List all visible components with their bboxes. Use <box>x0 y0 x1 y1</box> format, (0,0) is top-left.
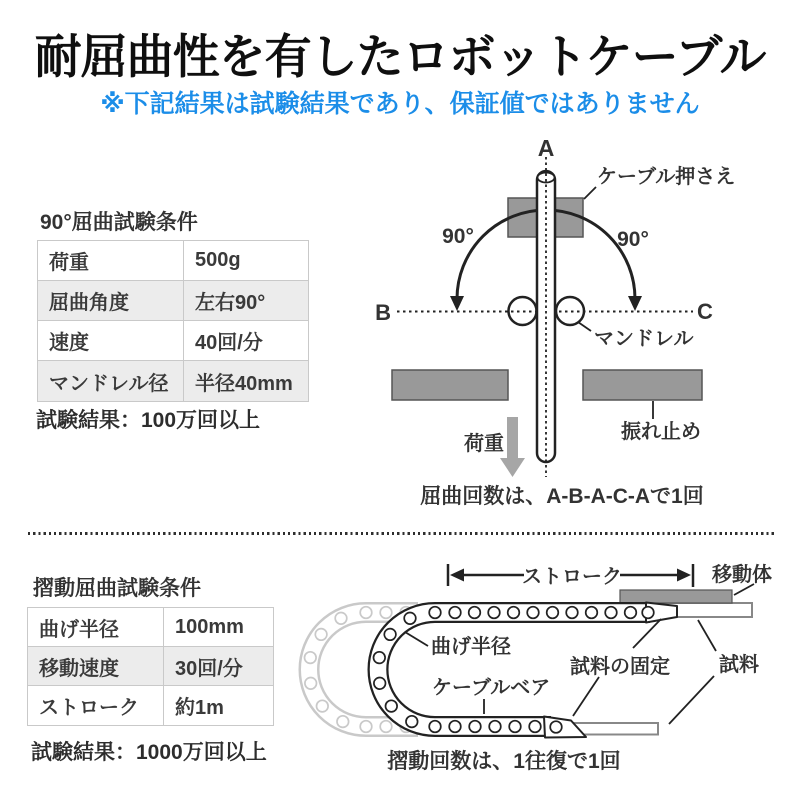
section-divider <box>28 532 776 535</box>
point-c-label: C <box>697 299 713 324</box>
moving-body-block <box>620 590 732 603</box>
table-row-label: 移動速度 <box>28 647 163 686</box>
stroke-arrowhead-left <box>450 569 464 582</box>
steady-rest-label: 振れ止め <box>621 421 701 443</box>
bend-test-result: 試験結果：100万回以上 <box>36 409 261 432</box>
table-row-value: 約1m <box>163 686 273 725</box>
table-row-value: 100mm <box>163 608 273 647</box>
bend-test-heading: 90°屈曲試験条件 <box>40 211 198 234</box>
table-row-label: 速度 <box>38 321 183 361</box>
point-a-label: A <box>537 135 555 161</box>
sliding-test-table <box>27 607 274 726</box>
sample-pointer-bottom <box>669 676 714 724</box>
sliding-test-diagram <box>288 553 800 778</box>
moving-body-label: 移動体 <box>712 564 772 586</box>
sample-fixing-label: 試料の固定 <box>570 656 670 678</box>
table-row-label: ストローク <box>39 697 139 719</box>
table-row-label: マンドレル径 <box>38 361 183 401</box>
sample-fixing-pointer-bottom <box>573 677 599 716</box>
stroke-label: ストローク <box>522 566 622 588</box>
bend-radius-pointer <box>405 632 428 646</box>
load-arrow-shaft <box>507 417 518 458</box>
table-row-value: 左右90° <box>183 281 308 321</box>
mandrel-label: マンドレル <box>594 328 694 350</box>
load-label: 荷重 <box>464 433 504 455</box>
table-row-label: 曲げ半径 <box>28 608 163 647</box>
angle-right-label: 90° <box>617 228 649 251</box>
bend-test-table <box>37 240 309 402</box>
page-title: 耐屈曲性を有したロボットケーブル <box>34 30 766 83</box>
sample-pointer-top <box>698 620 716 651</box>
table-row-value: 40回/分 <box>183 321 308 361</box>
cable-holder-label: ケーブル押さえ <box>597 166 736 188</box>
bend-test-diagram <box>375 130 795 515</box>
steady-rest-right <box>583 370 702 400</box>
sliding-count-caption: 摺動回数は、1往復で1回 <box>387 750 621 773</box>
steady-rest-left <box>392 370 508 400</box>
bend-count-caption: 屈曲回数は、A-B-A-C-Aで1回 <box>420 485 704 508</box>
cable-holder-pointer <box>584 187 596 199</box>
sliding-test-heading: 摺動屈曲試験条件 <box>33 577 201 600</box>
table-row-value: 500g <box>183 241 308 281</box>
table-row-value: 半径40mm <box>183 361 308 401</box>
mandrel-pointer <box>578 322 591 331</box>
cable-carrier-label: ケーブルベア <box>432 677 551 699</box>
bend-radius-label: 曲げ半径 <box>431 636 511 658</box>
stroke-arrowhead-right <box>677 569 691 582</box>
table-row-label: 荷重 <box>38 241 183 281</box>
sliding-test-result: 試験結果：1000万回以上 <box>31 741 267 764</box>
load-arrow-head <box>500 458 525 477</box>
point-b-label: B <box>375 300 391 325</box>
sample-label: 試料 <box>719 654 759 676</box>
table-row-value: 30回/分 <box>163 647 273 686</box>
page-subtitle: ※下記結果は試験結果であり、保証値ではありません <box>100 90 700 118</box>
arc-arrowhead-right <box>628 296 642 311</box>
arc-arrowhead-left <box>450 296 464 311</box>
sample-fixing-pointer-top <box>633 619 661 648</box>
table-row-label: 屈曲角度 <box>38 281 183 321</box>
angle-left-label: 90° <box>442 225 474 248</box>
